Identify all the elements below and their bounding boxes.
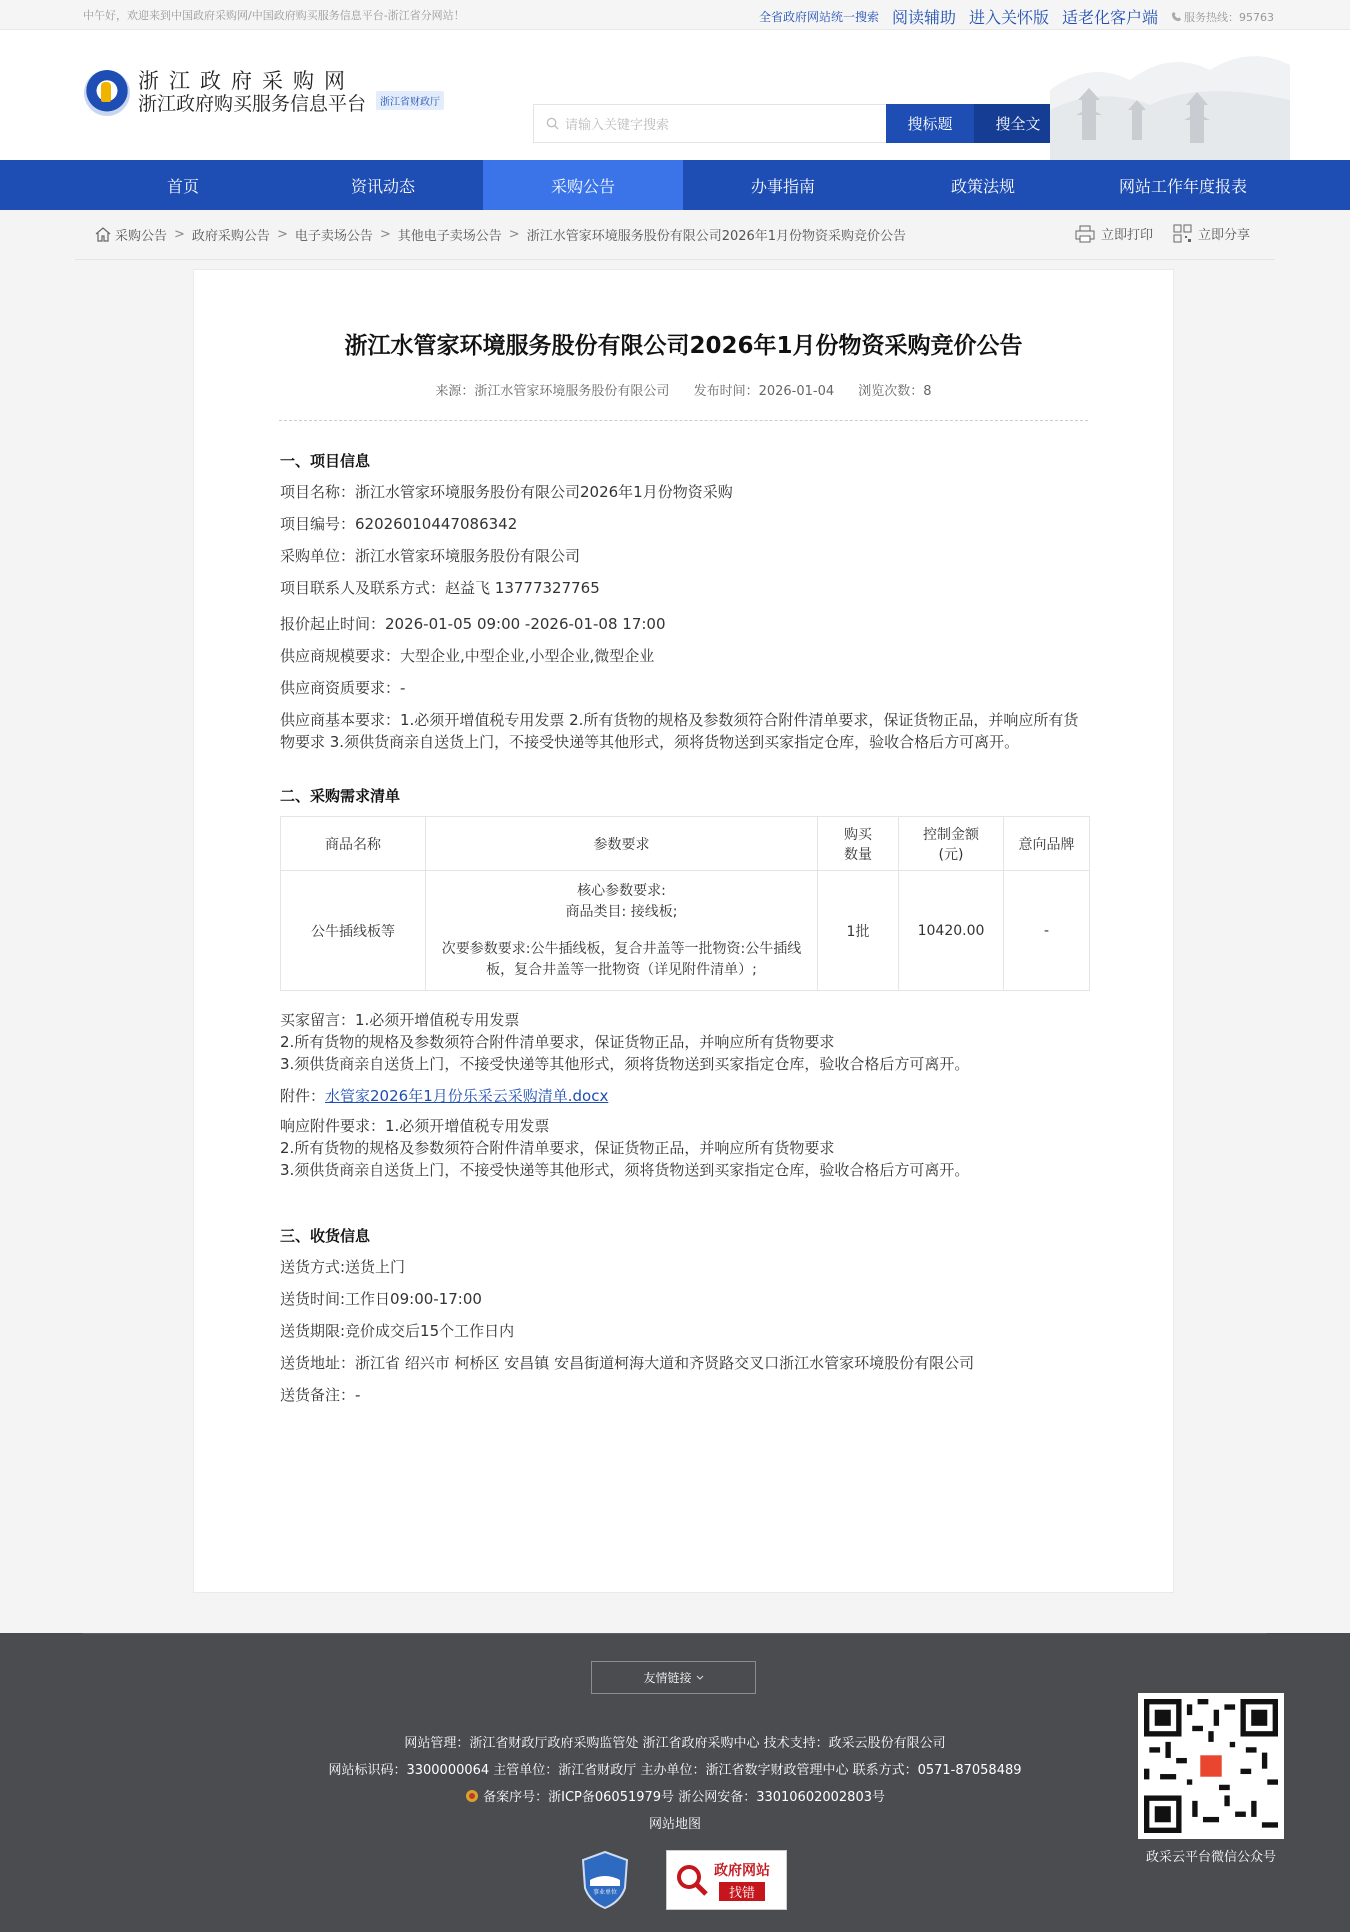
article-source: 来源：浙江水管家环境服务股份有限公司 [435, 384, 670, 399]
buyer-note [280, 1009, 1090, 1075]
table-cell-params [426, 871, 818, 991]
breadcrumb-item[interactable]: 政府采购公告 [191, 229, 270, 244]
breadcrumb-current: 浙江水管家环境服务股份有限公司2026年1月份物资采购竞价公告 [526, 229, 907, 244]
badge-unit-text: 事业单位 [592, 1889, 618, 1896]
title-divider [279, 420, 1088, 421]
pagoda-landscape-decoration [1050, 30, 1290, 160]
main-nav [0, 160, 1350, 210]
nav-home[interactable]: 首页 [166, 176, 199, 196]
article-publish-time: 发布时间：2026-01-04 [693, 384, 835, 399]
site-logo[interactable] [84, 70, 444, 116]
badge-error-text: 找错 [719, 1882, 765, 1901]
table-cell: 1批 [818, 871, 899, 991]
article-card [193, 269, 1174, 1593]
delivery-address: 送货地址：浙江省 绍兴市 柯桥区 安昌镇 安昌街道柯海大道和齐贤路交叉口浙江水管家环境股份有限公司 [280, 1354, 975, 1372]
note-line: 买家留言：1.必须开增值税专用发票 [280, 1011, 520, 1029]
table-header: 控制金额(元) [899, 817, 1004, 871]
print-button[interactable] [1075, 224, 1153, 243]
wechat-qr-code [1138, 1693, 1284, 1839]
police-badge-icon [465, 1789, 479, 1803]
footer-management: 网站管理：浙江省财政厅政府采购监管处 浙江省政府采购中心 技术支持：政采云股份有限公司 [404, 1736, 946, 1751]
search-placeholder: 请输入关键字搜索 [565, 118, 670, 133]
elderly-client-link[interactable]: 适老化客户端 [1061, 8, 1158, 27]
hotline-text: 服务热线：95763 [1184, 10, 1274, 24]
delivery-period: 送货期限:竞价成交后15个工作日内 [280, 1322, 515, 1340]
share-button[interactable] [1173, 224, 1250, 243]
table-header-row [281, 817, 1090, 871]
article-body [280, 450, 1090, 1416]
gov-site-error-report-badge[interactable] [666, 1850, 787, 1910]
reading-aid-link[interactable]: 阅读辅助 [891, 8, 956, 27]
param-line: 次要参数要求:公牛插线板，复合井盖等一批物资:公牛插线板，复合井盖等一批物资（详见附件清单）; [441, 940, 802, 978]
printer-icon [1075, 225, 1095, 243]
attachment-label: 附件： [280, 1087, 326, 1105]
note-line: 响应附件要求：1.必须开增值税专用发票 [280, 1117, 550, 1135]
badge-gov-text: 政府网站 [714, 1862, 770, 1879]
qr-label: 政采云平台微信公众号 [1145, 1850, 1276, 1865]
note-line: 3.须供货商亲自送货上门，不接受快递等其他形式，须将货物送到买家指定仓库，验收合格后方可离开。 [280, 1055, 970, 1073]
care-mode-link[interactable]: 进入关怀版 [968, 8, 1049, 27]
search-fulltext-button[interactable]: 搜全文 [974, 104, 1062, 143]
share-label: 立即分享 [1197, 228, 1250, 243]
table-header: 参数要求 [426, 817, 818, 871]
section-heading: 二、采购需求清单 [280, 787, 401, 805]
magnifier-icon [675, 1863, 709, 1897]
section-heading: 一、项目信息 [280, 452, 371, 470]
breadcrumb-bar [75, 210, 1275, 260]
project-contact: 项目联系人及联系方式：赵益飞 13777327765 [280, 579, 600, 597]
page-tools [1075, 224, 1250, 243]
response-requirements [280, 1115, 1090, 1181]
article-views: 浏览次数：8 [858, 384, 932, 399]
friend-links-label: 友情链接 [643, 1671, 692, 1685]
friend-links-dropdown[interactable] [591, 1661, 756, 1694]
supplier-qualification: 供应商资质要求：- [280, 679, 406, 697]
search-bar [533, 104, 1062, 143]
welcome-text: 中午好，欢迎来到中国政府采购网/中国政府购买服务信息平台-浙江省分网站！ [83, 9, 465, 22]
param-line: 核心参数要求: [577, 882, 666, 899]
breadcrumb: 采购公告 > 政府采购公告 > 电子卖场公告 > 其他电子卖场公告 > 浙江水管家环境服务股份有限公司2026年1月份物资采购竞价公告 [95, 225, 906, 244]
search-title-button[interactable]: 搜标题 [886, 104, 974, 143]
footer [0, 1633, 1350, 1932]
note-line: 2.所有货物的规格及参数须符合附件清单要求，保证货物正品，并响应所有货物要求 [280, 1139, 835, 1157]
table-header: 意向品牌 [1004, 817, 1090, 871]
top-links [759, 5, 1274, 28]
breadcrumb-item[interactable]: 采购公告 [115, 229, 168, 244]
logo-title: 浙江政府采购网 [138, 69, 355, 93]
phone-icon [1171, 11, 1182, 22]
nav-annual-report[interactable]: 网站工作年度报表 [1118, 176, 1247, 196]
table-header: 购买数量 [818, 817, 899, 871]
nav-guide[interactable]: 办事指南 [750, 176, 815, 196]
logo-tag: 浙江省财政厅 [376, 91, 444, 110]
project-number: 项目编号：62026010447086342 [280, 515, 518, 533]
table-cell: - [1004, 871, 1090, 991]
delivery-mode: 送货方式:送货上门 [280, 1258, 406, 1276]
quote-time: 报价起止时间：2026-01-05 09:00 -2026-01-08 17:00 [280, 615, 666, 633]
record-text: 备案序号：浙ICP备06051979号 浙公网安备：33010602002803号 [483, 1790, 885, 1805]
nav-procurement-notice[interactable]: 采购公告 [483, 160, 683, 210]
breadcrumb-item[interactable]: 其他电子卖场公告 [397, 229, 502, 244]
article-meta [194, 380, 1173, 399]
table-header: 商品名称 [281, 817, 426, 871]
nav-policy[interactable]: 政策法规 [950, 176, 1015, 196]
qr-code-image [1144, 1699, 1278, 1833]
print-label: 立即打印 [1100, 228, 1153, 243]
note-line: 2.所有货物的规格及参数须符合附件清单要求，保证货物正品，并响应所有货物要求 [280, 1033, 835, 1051]
header [0, 30, 1350, 160]
param-line: 商品类目: 接线板; [565, 903, 678, 920]
table-row [281, 871, 1090, 991]
public-institution-badge[interactable] [580, 1850, 630, 1910]
note-line: 3.须供货商亲自送货上门，不接受快递等其他形式，须将货物送到买家指定仓库，验收合格后方可离开。 [280, 1161, 970, 1179]
hotline [1171, 9, 1274, 25]
supplier-scale: 供应商规模要求：大型企业,中型企业,小型企业,微型企业 [280, 647, 655, 665]
supplier-basic: 供应商基本要求：1.必须开增值税专用发票 2.所有货物的规格及参数须符合附件清单要求，保证货物正品，并响应所有货物要求 3.须供货商亲自送货上门，不接受快递等其他形式，须将货物送到买家指定仓库，验收合格后方可离开。 [280, 711, 1079, 751]
project-name: 项目名称：浙江水管家环境服务股份有限公司2026年1月份物资采购 [280, 483, 733, 501]
section-heading: 三、收货信息 [280, 1227, 371, 1245]
requirements-table [280, 816, 1090, 991]
qr-share-icon [1173, 224, 1192, 243]
buyer-unit: 采购单位：浙江水管家环境服务股份有限公司 [280, 547, 581, 565]
delivery-note: 送货备注：- [280, 1386, 361, 1404]
nav-news[interactable]: 资讯动态 [350, 176, 415, 196]
unified-search-link[interactable]: 全省政府网站统一搜索 [758, 10, 879, 24]
home-icon[interactable] [95, 227, 111, 242]
search-icon [546, 117, 559, 130]
attachment-link[interactable]: 水管家2026年1月份乐采云采购清单.docx [325, 1087, 609, 1105]
emblem-icon [84, 70, 130, 116]
footer-site-id: 网站标识码：3300000064 主管单位：浙江省财政厅 主办单位：浙江省数字财政管理中心 联系方式：0571-87058489 [328, 1763, 1022, 1778]
delivery-time: 送货时间:工作日09:00-17:00 [280, 1290, 482, 1308]
table-cell: 公牛插线板等 [281, 871, 426, 991]
table-cell: 10420.00 [899, 871, 1004, 991]
chevron-down-icon [696, 1675, 704, 1681]
logo-subtitle: 浙江政府购买服务信息平台 [138, 93, 367, 115]
article-title: 浙江水管家环境服务股份有限公司2026年1月份物资采购竞价公告 [344, 333, 1023, 359]
breadcrumb-item[interactable]: 电子卖场公告 [294, 229, 373, 244]
attachment [280, 1085, 1090, 1107]
top-bar [0, 0, 1350, 30]
search-input[interactable] [533, 104, 886, 143]
sitemap-link[interactable]: 网站地图 [648, 1817, 701, 1832]
